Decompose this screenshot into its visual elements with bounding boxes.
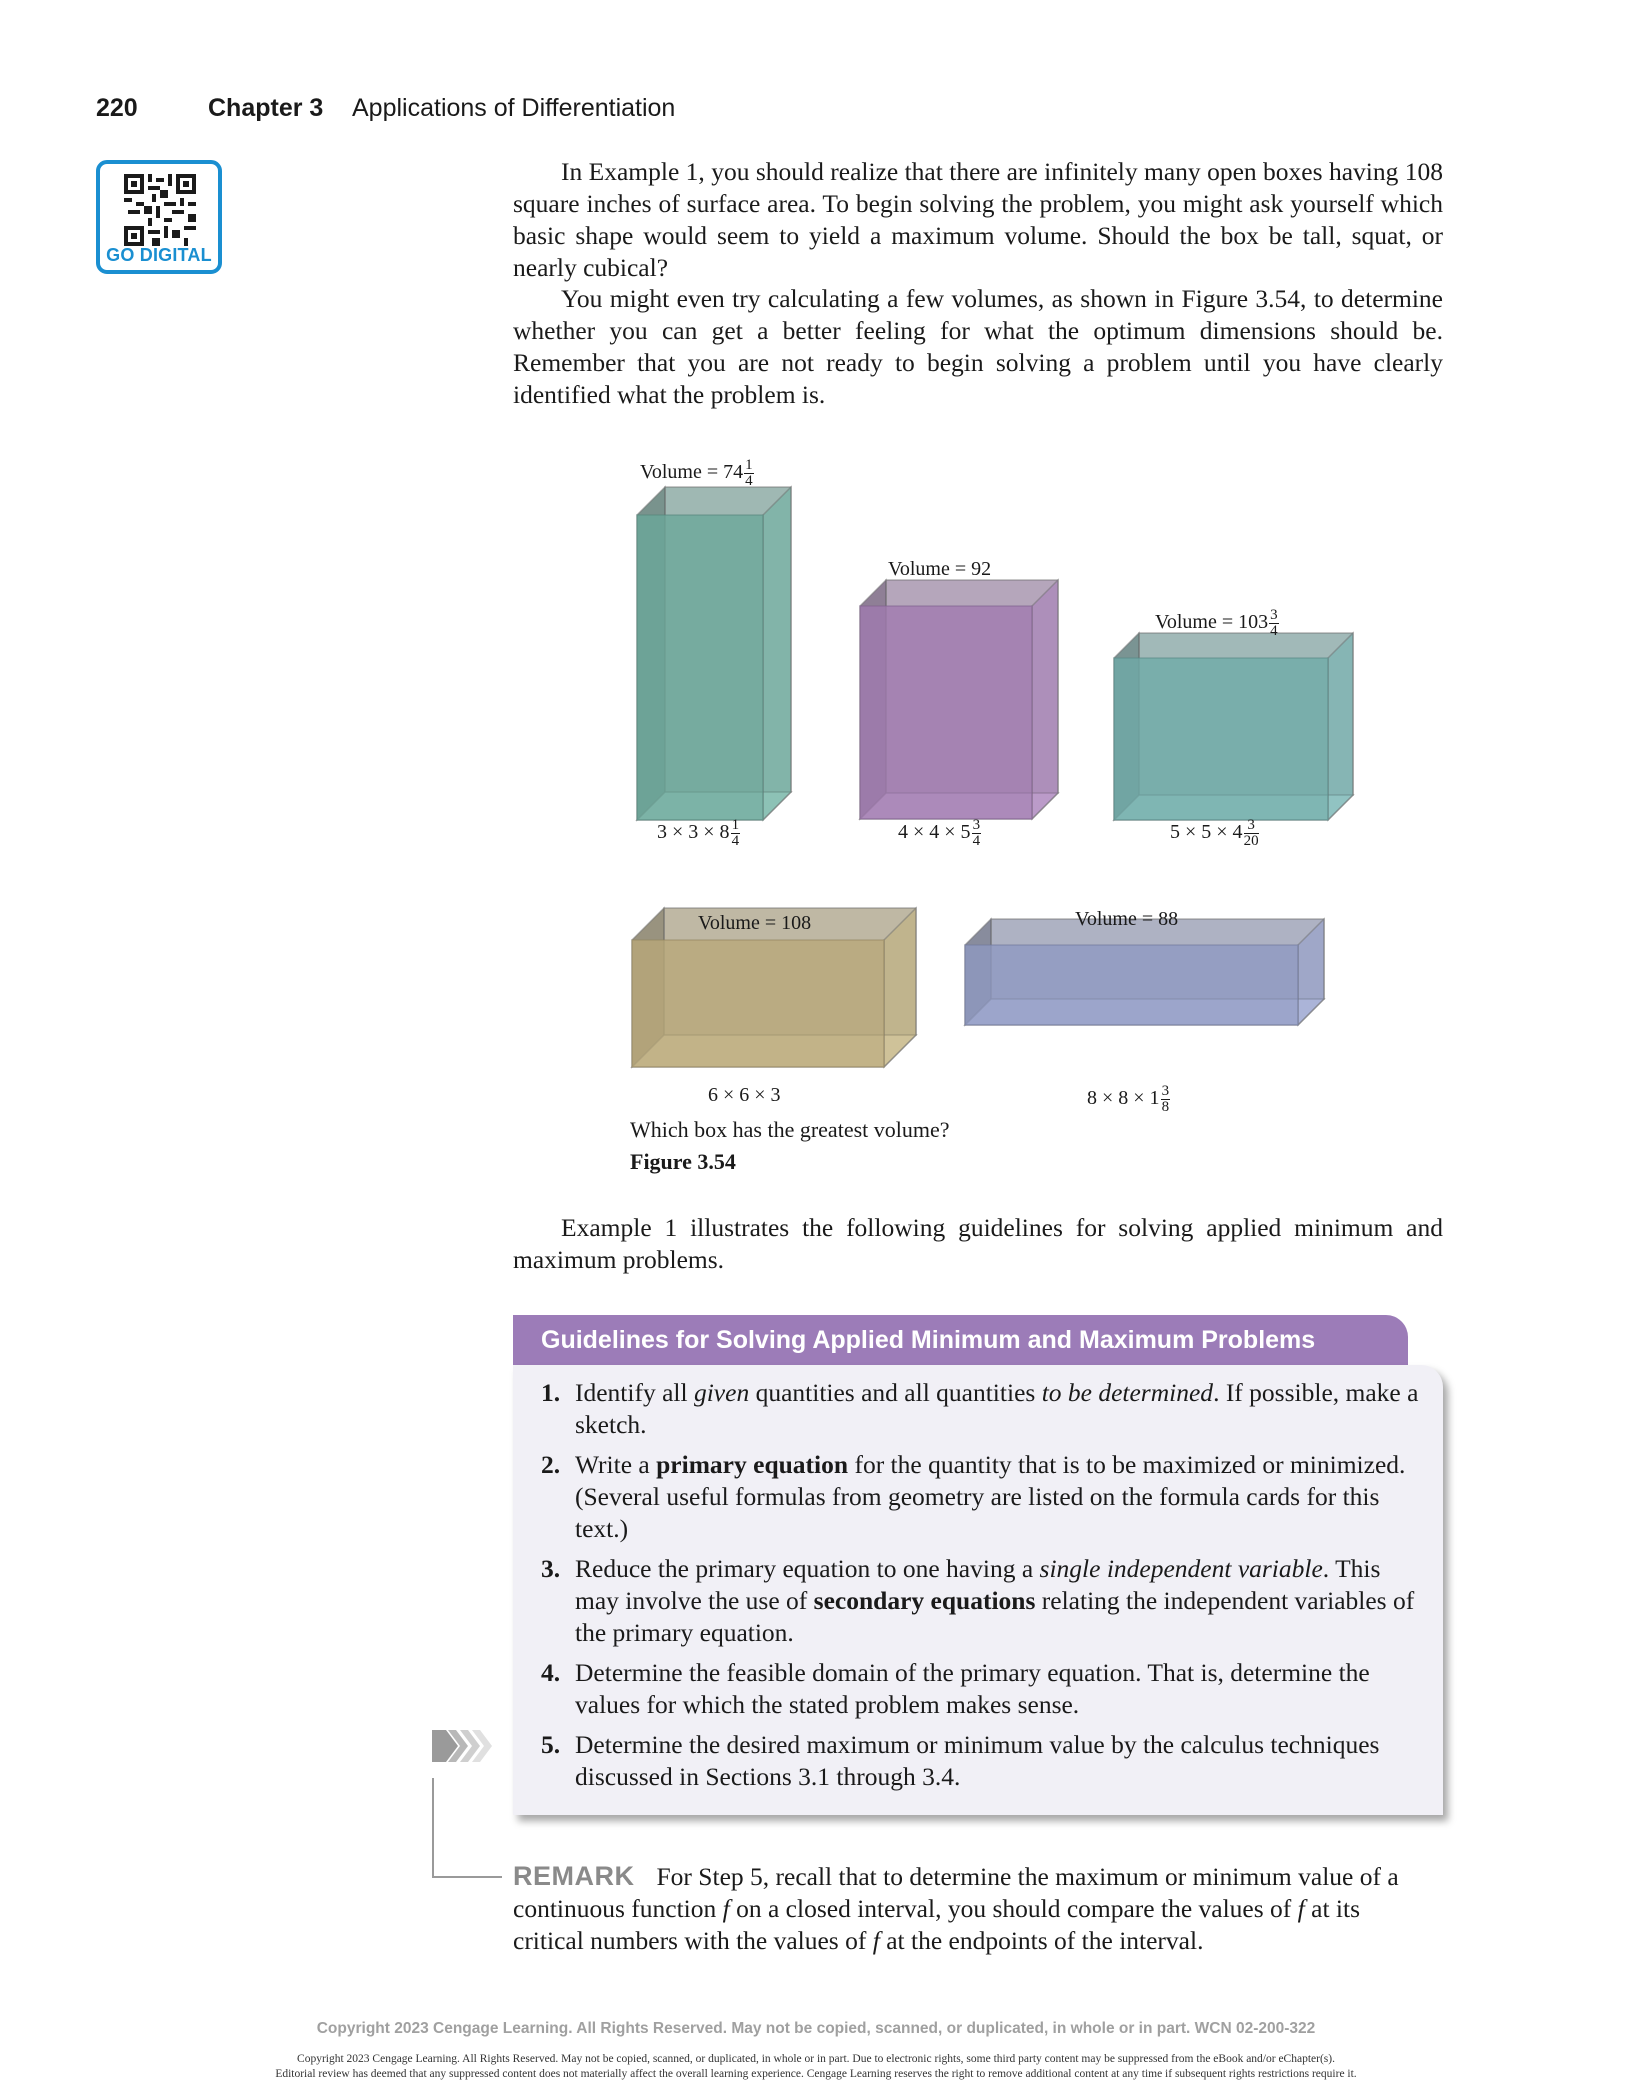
box-volume-label bbox=[1075, 908, 1178, 931]
remark-text-part: f bbox=[722, 1894, 730, 1923]
guideline-step bbox=[541, 1657, 1419, 1721]
box-volume-label-fraction bbox=[1269, 608, 1279, 639]
figure-caption: Figure 3.54 bbox=[630, 1149, 736, 1174]
box-front-wall bbox=[632, 940, 884, 1067]
guideline-step-text-part: given bbox=[693, 1378, 750, 1407]
guideline-step-number: 5. bbox=[541, 1730, 561, 1759]
box-dimensions-label-fraction bbox=[1244, 818, 1259, 849]
paragraph-intro: In Example 1, you should realize that there are infinitely many open boxes having 108 square inches of surface area. To begin solving the problem, you might ask yourself which basic shape would seem to yield a maximum volume. Should the box be tall, squat, or nearly cubical? bbox=[513, 157, 1443, 282]
box-dimensions-label bbox=[1087, 1084, 1170, 1115]
box-volume-label bbox=[640, 458, 754, 489]
box-volume-label-fraction bbox=[744, 458, 754, 489]
chapter-title: Applications of Differentiation bbox=[352, 94, 676, 122]
box-dimensions-label-fraction bbox=[1161, 1084, 1171, 1115]
box-dimensions-label-numerator: 1 bbox=[731, 817, 740, 833]
box-dimensions-label bbox=[708, 1084, 781, 1107]
open-box-2 bbox=[860, 580, 1058, 819]
box-volume-label-denominator: 4 bbox=[745, 473, 753, 489]
open-box-5 bbox=[965, 919, 1324, 1025]
box-dimensions-label-numerator: 3 bbox=[1161, 1083, 1170, 1099]
box-right-wall bbox=[763, 487, 791, 820]
guideline-step-number: 4. bbox=[541, 1658, 561, 1687]
guideline-step-text-part: single independent variable bbox=[1039, 1554, 1323, 1583]
box-volume-label bbox=[698, 912, 811, 935]
guideline-step bbox=[541, 1377, 1419, 1441]
box-front-wall bbox=[860, 606, 1032, 819]
box-dimensions-label-denominator: 20 bbox=[1243, 833, 1259, 849]
box-dimensions-label-denominator: 4 bbox=[731, 833, 740, 849]
box-dimensions-label-fraction bbox=[731, 818, 741, 849]
remark-text-part: at the endpoints of the interval. bbox=[879, 1926, 1204, 1955]
guideline-step-text-part: relating the independent variables of the primary equation. bbox=[575, 1586, 1415, 1647]
guideline-step-text bbox=[575, 1377, 1419, 1441]
box-dimensions-label-text: 4 × 4 × 5 bbox=[898, 821, 971, 844]
footer-copyright: Copyright 2023 Cengage Learning. All Rights Reserved. May not be copied, scanned, or duplicated, in whole or in part. WCN 02-200-322 bbox=[316, 2020, 1316, 2037]
guideline-step-text-part: . If possible, make a sketch. bbox=[575, 1378, 1419, 1439]
box-volume-label-text: Volume = 103 bbox=[1155, 611, 1269, 634]
remark-text-part: For Step 5, recall that to determine the maximum or minimum value of a continuous function bbox=[513, 1862, 1399, 1923]
guidelines-title: Guidelines for Solving Applied Minimum and Maximum Problems bbox=[513, 1315, 1408, 1365]
box-front-wall bbox=[965, 945, 1298, 1025]
remark-label: REMARK bbox=[513, 1861, 635, 1891]
remark-text-part: at its critical numbers with the values of bbox=[513, 1894, 1361, 1955]
guidelines-box bbox=[513, 1365, 1443, 1815]
box-volume-label-denominator: 4 bbox=[1270, 623, 1278, 639]
guideline-step-number: 1. bbox=[541, 1378, 561, 1407]
box-volume-label-text: Volume = 92 bbox=[888, 558, 992, 580]
open-box-3 bbox=[1114, 633, 1353, 820]
box-dimensions-label bbox=[1170, 818, 1259, 849]
box-volume-label-text: Volume = 74 bbox=[640, 461, 744, 484]
box-front-wall bbox=[1114, 658, 1328, 820]
remark-text-part: f bbox=[1297, 1894, 1305, 1923]
paragraph-guidelines-intro: Example 1 illustrates the following guidelines for solving applied minimum and maximum problems. bbox=[513, 1213, 1443, 1274]
remark-text-part: on a closed interval, you should compare the values of bbox=[729, 1894, 1298, 1923]
box-dimensions-label-fraction bbox=[972, 818, 982, 849]
box-dimensions-label-denominator: 8 bbox=[1161, 1099, 1170, 1115]
guideline-step-text-part: to be determined bbox=[1041, 1378, 1214, 1407]
open-box-1 bbox=[637, 487, 791, 820]
box-dimensions-label-numerator: 3 bbox=[1244, 818, 1259, 834]
box-volume-label-text: Volume = 108 bbox=[698, 912, 812, 934]
box-volume-label-numerator: 3 bbox=[1270, 607, 1278, 623]
page-number: 220 bbox=[96, 94, 138, 122]
paragraph-volumes: You might even try calculating a few volumes, as shown in Figure 3.54, to determine whether you can get a better feeling for what the optimum dimensions should be. Remember that you are not ready to begin solving a problem until you have clearly identified what the problem is. bbox=[513, 284, 1443, 409]
guideline-step bbox=[541, 1729, 1419, 1793]
guideline-step-text-part: Reduce the primary equation to one having a bbox=[575, 1554, 1040, 1583]
chapter-label: Chapter 3 bbox=[208, 94, 324, 122]
box-dimensions-label-text: 5 × 5 × 4 bbox=[1170, 821, 1243, 844]
box-volume-label-numerator: 1 bbox=[745, 457, 753, 473]
box-dimensions-label-text: 6 × 6 × 3 bbox=[708, 1084, 781, 1106]
box-dimensions-label-text: 8 × 8 × 1 bbox=[1087, 1087, 1160, 1110]
box-volume-label bbox=[888, 558, 991, 581]
remark-text-part: f bbox=[872, 1926, 880, 1955]
remark bbox=[513, 1860, 1413, 1957]
guideline-step-text bbox=[575, 1449, 1419, 1545]
box-dimensions-label bbox=[657, 818, 740, 849]
go-digital-label: GO DIGITAL bbox=[106, 245, 212, 265]
footer-notice-line-1: Copyright 2023 Cengage Learning. All Rights Reserved. May not be copied, scanned, or duplicated, in whole or in part. Due to electronic rights, some third party content may be suppressed from the eBook and/or eChapter(s). bbox=[297, 2053, 1335, 2065]
figure-question: Which box has the greatest volume? bbox=[630, 1117, 950, 1142]
box-right-wall bbox=[1032, 580, 1058, 819]
guideline-step-text-part: for the quantity that is to be maximized or minimized. (Several useful formulas from geometry are listed on the formula cards for this text.) bbox=[575, 1450, 1406, 1543]
guideline-step-text bbox=[575, 1729, 1419, 1793]
guideline-step-text-part: secondary equations bbox=[813, 1586, 1036, 1615]
guideline-step-text-part: quantities and all quantities bbox=[749, 1378, 1042, 1407]
guideline-step-number: 2. bbox=[541, 1450, 561, 1479]
remark-arrow-icon bbox=[432, 1730, 522, 1880]
box-front-wall bbox=[637, 515, 763, 820]
guideline-step-text-part: . This may involve the use of bbox=[575, 1554, 1381, 1615]
footer-notice-line-2: Editorial review has deemed that any suppressed content does not materially affect the overall learning experience. Cengage Learning reserves the right to remove additional content at any time if subsequent rights restrictions require it. bbox=[275, 2068, 1357, 2080]
box-right-wall bbox=[1328, 633, 1353, 820]
guideline-step-text bbox=[575, 1657, 1419, 1721]
box-dimensions-label bbox=[898, 818, 981, 849]
guideline-step bbox=[541, 1553, 1419, 1649]
guideline-step bbox=[541, 1449, 1419, 1545]
guideline-step-text-part: Write a bbox=[575, 1450, 657, 1479]
guideline-step-number: 3. bbox=[541, 1554, 561, 1583]
box-dimensions-label-denominator: 4 bbox=[972, 833, 981, 849]
guideline-step-text-part: Identify all bbox=[575, 1378, 694, 1407]
box-dimensions-label-text: 3 × 3 × 8 bbox=[657, 821, 730, 844]
guideline-step-text bbox=[575, 1553, 1419, 1649]
remark-text bbox=[513, 1862, 1399, 1955]
guideline-step-text-part: Determine the desired maximum or minimum value by the calculus techniques discussed in Sections 3.1 through 3.4. bbox=[575, 1730, 1380, 1791]
box-volume-label-text: Volume = 88 bbox=[1075, 908, 1179, 930]
guideline-step-text-part: primary equation bbox=[656, 1450, 849, 1479]
box-dimensions-label-numerator: 3 bbox=[972, 817, 981, 833]
guideline-step-text-part: Determine the feasible domain of the primary equation. That is, determine the values for which the stated problem makes sense. bbox=[575, 1658, 1370, 1719]
footer-notice bbox=[150, 2052, 1482, 2082]
box-volume-label bbox=[1155, 608, 1279, 639]
